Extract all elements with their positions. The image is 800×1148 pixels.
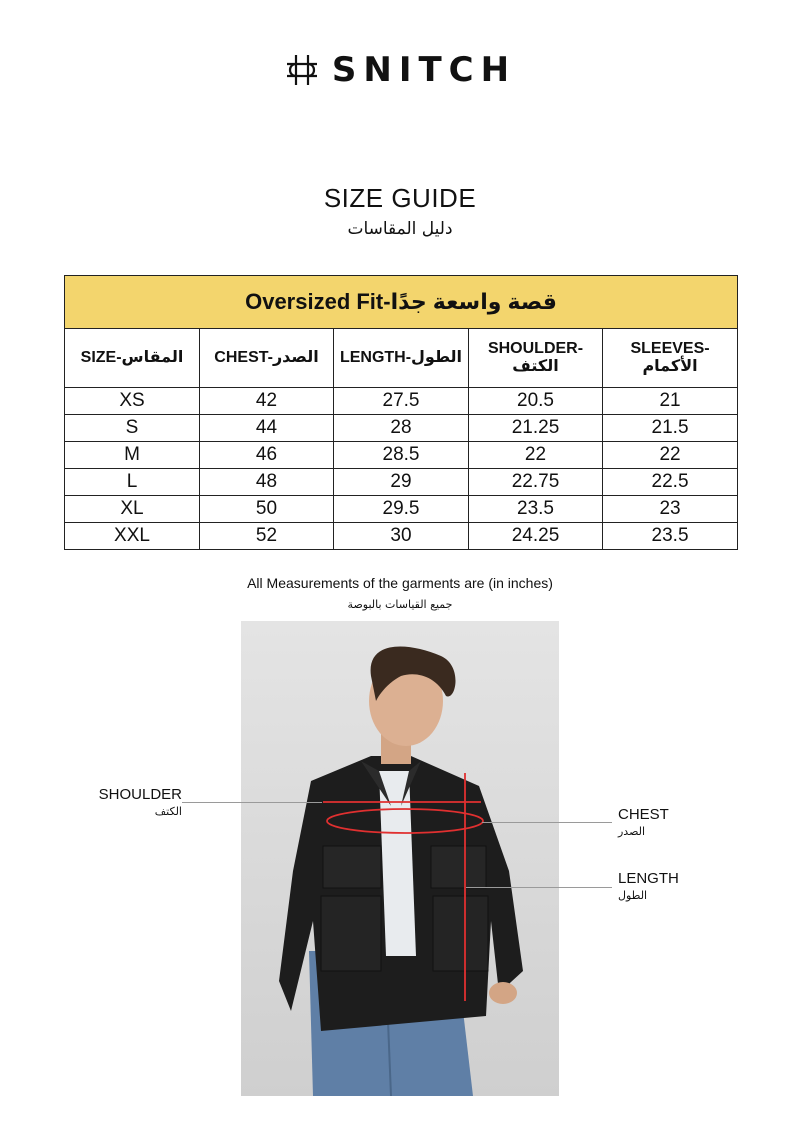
cell-size: M [65, 442, 200, 469]
fit-banner: Oversized Fit-قصة واسعة جدًا [65, 276, 738, 329]
table-row [65, 523, 738, 550]
measurement-note: All Measurements of the garments are (in inches) [247, 575, 553, 591]
table-row [65, 388, 738, 415]
brand-name: SNITCH [331, 50, 517, 90]
cell-size: XS [65, 388, 200, 415]
cell-chest: 44 [200, 415, 334, 442]
table-row [65, 415, 738, 442]
cell-sleeves: 21.5 [603, 415, 738, 442]
cell-sleeves: 22.5 [603, 469, 738, 496]
cell-size: L [65, 469, 200, 496]
header-shoulder: SHOULDER- الكتف [469, 329, 603, 388]
cell-size: XXL [65, 523, 200, 550]
cell-sleeves: 21 [603, 388, 738, 415]
cell-chest: 46 [200, 442, 334, 469]
table-row [65, 469, 738, 496]
header-length: LENGTH-الطول [334, 329, 469, 388]
page-subtitle-ar: دليل المقاسات [347, 219, 453, 239]
model-illustration [241, 621, 559, 1096]
cell-chest: 50 [200, 496, 334, 523]
cell-length: 30 [334, 523, 469, 550]
cell-size: S [65, 415, 200, 442]
callout-length: LENGTH الطول [618, 870, 679, 902]
page-title: SIZE GUIDE [323, 183, 477, 213]
cell-shoulder: 20.5 [469, 388, 603, 415]
guide-line-chest [482, 822, 612, 823]
brand-logo [0, 50, 800, 90]
size-table [64, 275, 738, 550]
cell-sleeves: 22 [603, 442, 738, 469]
header-size: SIZE-المقاس [65, 329, 200, 388]
cell-shoulder: 22 [469, 442, 603, 469]
model-photo [241, 621, 559, 1096]
header-chest: CHEST-الصدر [200, 329, 334, 388]
cell-shoulder: 22.75 [469, 469, 603, 496]
cell-length: 28.5 [334, 442, 469, 469]
hash-grid-logo-icon [284, 52, 320, 88]
header-sleeves: SLEEVES- الأكمام [603, 329, 738, 388]
guide-line-shoulder [182, 802, 322, 803]
cell-chest: 42 [200, 388, 334, 415]
measurement-note-ar: جميع القياسات بالبوصة [347, 598, 453, 611]
cell-length: 29.5 [334, 496, 469, 523]
callout-shoulder: SHOULDER الكتف [98, 786, 182, 818]
cell-sleeves: 23 [603, 496, 738, 523]
cell-chest: 48 [200, 469, 334, 496]
callout-chest: CHEST الصدر [618, 806, 669, 838]
cell-shoulder: 23.5 [469, 496, 603, 523]
cell-size: XL [65, 496, 200, 523]
cell-length: 27.5 [334, 388, 469, 415]
table-row [65, 496, 738, 523]
table-row [65, 442, 738, 469]
cell-shoulder: 21.25 [469, 415, 603, 442]
cell-shoulder: 24.25 [469, 523, 603, 550]
cell-sleeves: 23.5 [603, 523, 738, 550]
cell-chest: 52 [200, 523, 334, 550]
cell-length: 28 [334, 415, 469, 442]
cell-length: 29 [334, 469, 469, 496]
guide-line-length [466, 887, 612, 888]
